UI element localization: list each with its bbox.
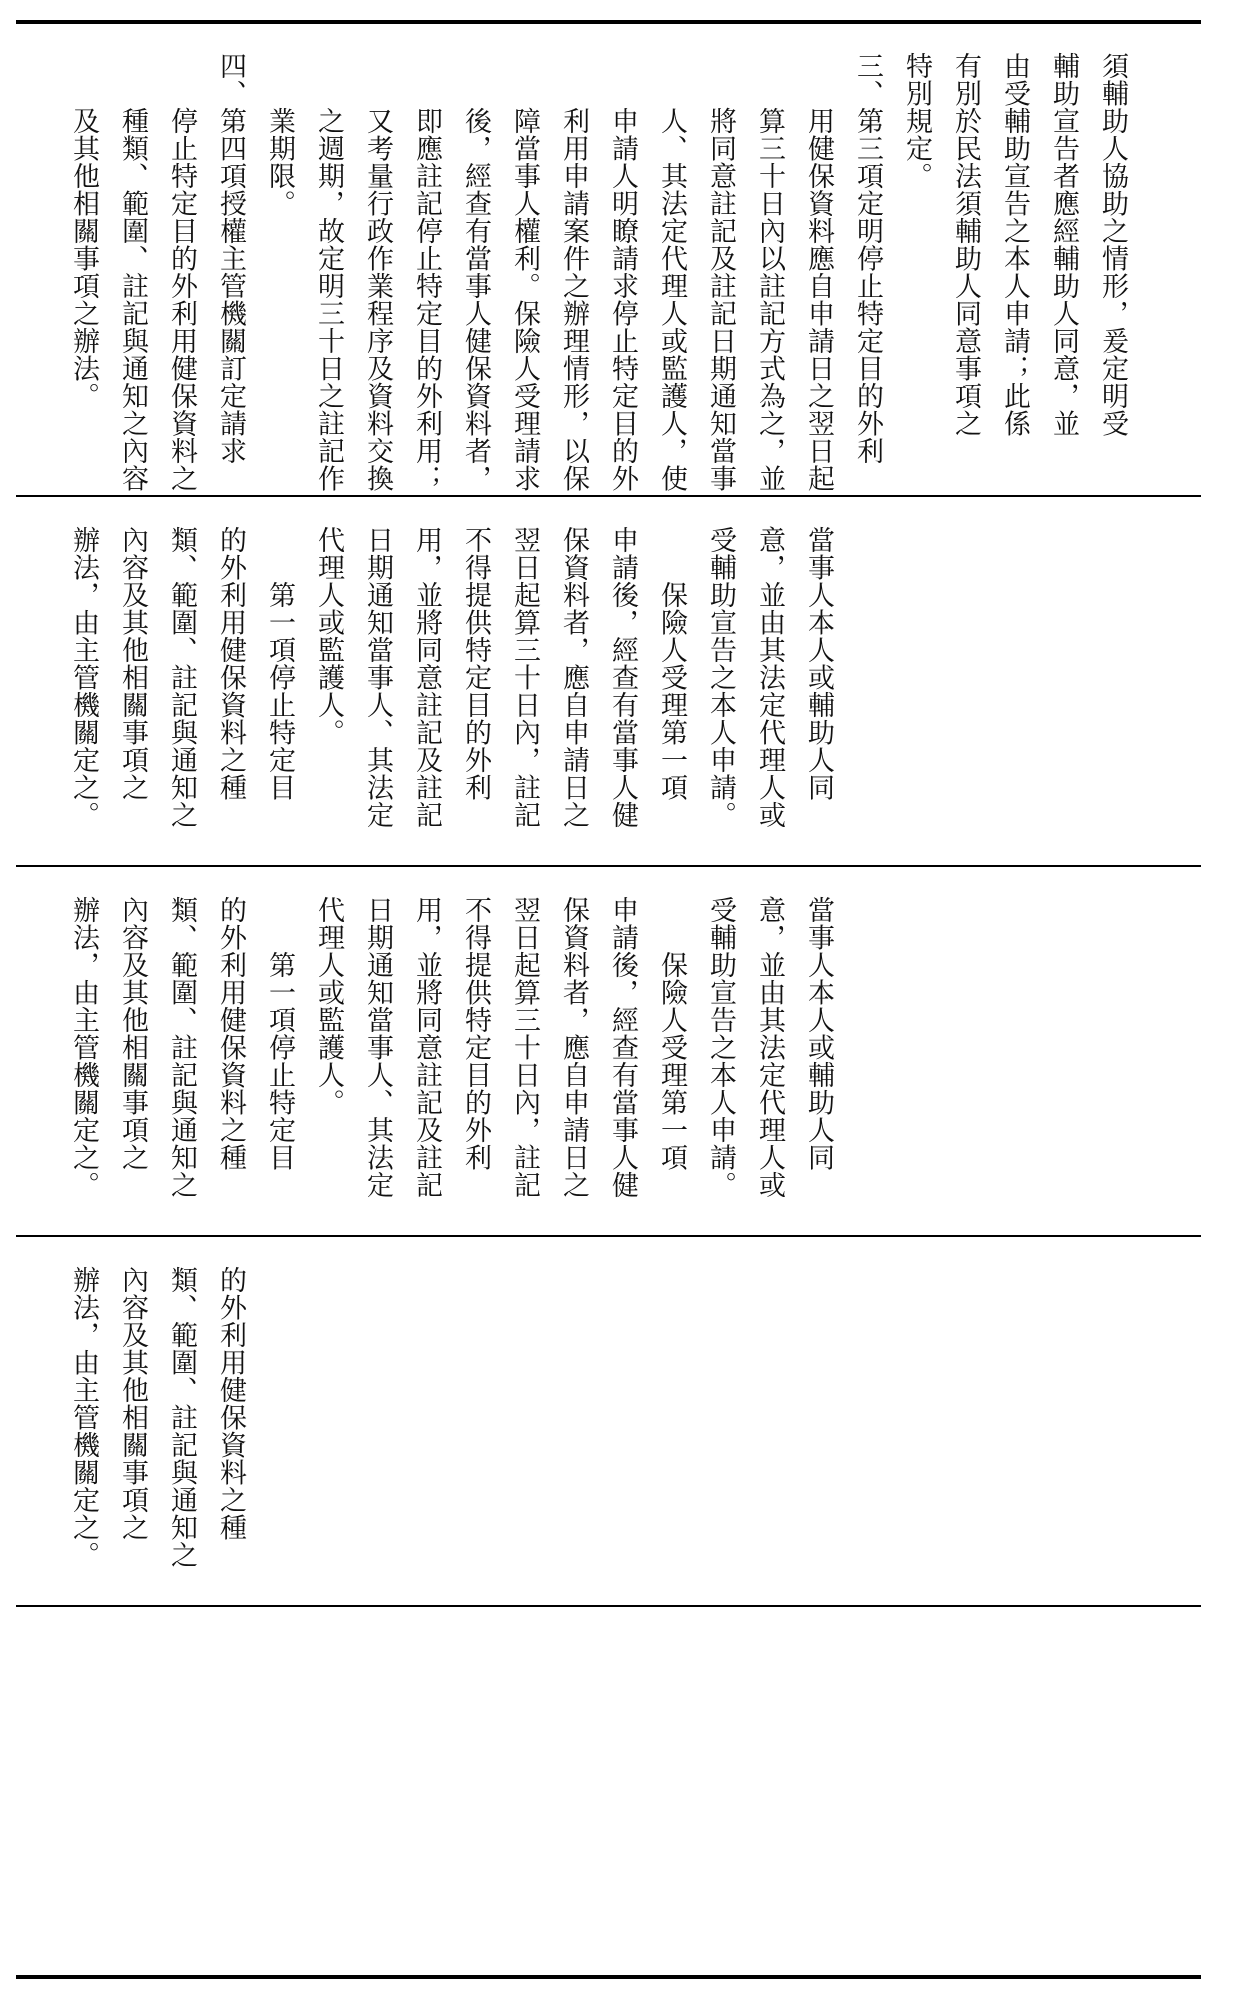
- text-line: 之週期，故定明三十日之註記作: [313, 52, 344, 492]
- text-line: 保資料者，應自申請日之: [558, 896, 589, 1199]
- text-line: 算三十日內以註記方式為之，並: [754, 52, 785, 492]
- text-line: 第一項停止特定目: [264, 526, 295, 801]
- text-line: 由受輔助宣告之本人申請；此係: [999, 52, 1030, 437]
- text-line: 辦法，由主管機關定之。: [68, 896, 99, 1199]
- text-line: 申請人明瞭請求停止特定目的外: [607, 52, 638, 492]
- text-line: 的外利用健保資料之種: [215, 1266, 246, 1541]
- explanation-text: [59, 24, 1137, 494]
- text-line: 利用申請案件之辦理情形，以保: [558, 52, 589, 492]
- text-line: 輔助宣告者應經輔助人同意，並: [1048, 52, 1079, 437]
- text-line: 後，經查有當事人健保資料者，: [460, 52, 491, 492]
- text-line: 保險人受理第一項: [656, 526, 687, 801]
- draft-article-text: [59, 1238, 255, 1603]
- text-line: 類、範圍、註記與通知之: [166, 526, 197, 829]
- text-line: 障當事人權利。保險人受理請求: [509, 52, 540, 492]
- text-line: 內容及其他相關事項之: [117, 1266, 148, 1541]
- text-line: 當事人本人或輔助人同: [803, 896, 834, 1171]
- text-line: 受輔助宣告之本人申請。: [705, 526, 736, 829]
- text-line: 辦法，由主管機關定之。: [68, 1266, 99, 1569]
- text-line: 保資料者，應自申請日之: [558, 526, 589, 829]
- text-line: 業期限。: [264, 52, 295, 217]
- text-line: 申請後，經查有當事人健: [607, 896, 638, 1199]
- row-divider-1: [16, 495, 1201, 497]
- text-line: 不得提供特定目的外利: [460, 526, 491, 801]
- text-line: 日期通知當事人、其法定: [362, 526, 393, 829]
- amended-article-text: [59, 868, 843, 1233]
- text-line: 有別於民法須輔助人同意事項之: [950, 52, 981, 437]
- amended-article-cell: [59, 868, 1199, 1233]
- text-line: 須輔助人協助之情形，爰定明受: [1097, 52, 1128, 437]
- text-line: 意，並由其法定代理人或: [754, 896, 785, 1199]
- explanation-cell: [59, 24, 1199, 494]
- text-line: 翌日起算三十日內，註記: [509, 526, 540, 829]
- text-line: 不得提供特定目的外利: [460, 896, 491, 1171]
- text-line: 意，並由其法定代理人或: [754, 526, 785, 829]
- text-line: 人、其法定代理人或監護人，使: [656, 52, 687, 492]
- text-line: 用健保資料應自申請日之翌日起: [803, 52, 834, 492]
- text-line: 的外利用健保資料之種: [215, 526, 246, 801]
- text-line: 停止特定目的外利用健保資料之: [166, 52, 197, 492]
- text-line: 申請後，經查有當事人健: [607, 526, 638, 829]
- row-divider-2: [16, 865, 1201, 867]
- text-line: 辦法，由主管機關定之。: [68, 526, 99, 829]
- text-line: 又考量行政作業程序及資料交換: [362, 52, 393, 492]
- text-line: 用，並將同意註記及註記: [411, 896, 442, 1199]
- current-article-text: [59, 498, 843, 863]
- text-line: 代理人或監護人。: [313, 896, 344, 1116]
- text-line: 翌日起算三十日內，註記: [509, 896, 540, 1199]
- text-line: 類、範圍、註記與通知之: [166, 896, 197, 1199]
- row-divider-3: [16, 1235, 1201, 1237]
- text-line: 及其他相關事項之辦法。: [68, 52, 99, 410]
- text-line: 即應註記停止特定目的外利用；: [411, 52, 442, 492]
- text-line: 將同意註記及註記日期通知當事: [705, 52, 736, 492]
- text-line: 三、第三項定明停止特定目的外利: [852, 52, 883, 465]
- text-line: 內容及其他相關事項之: [117, 896, 148, 1171]
- text-line: 受輔助宣告之本人申請。: [705, 896, 736, 1199]
- text-line: 用，並將同意註記及註記: [411, 526, 442, 829]
- text-line: 特別規定。: [901, 52, 932, 190]
- current-article-cell: [59, 498, 1199, 863]
- text-line: 種類、範圍、註記與通知之內容: [117, 52, 148, 492]
- text-line: 內容及其他相關事項之: [117, 526, 148, 801]
- text-line: 第一項停止特定目: [264, 896, 295, 1171]
- text-line: 保險人受理第一項: [656, 896, 687, 1171]
- text-line: 類、範圍、註記與通知之: [166, 1266, 197, 1569]
- text-line: 的外利用健保資料之種: [215, 896, 246, 1171]
- text-line: 日期通知當事人、其法定: [362, 896, 393, 1199]
- text-line: 四、第四項授權主管機關訂定請求: [215, 52, 246, 465]
- text-line: 當事人本人或輔助人同: [803, 526, 834, 801]
- text-line: 代理人或監護人。: [313, 526, 344, 746]
- bottom-rule: [16, 1975, 1201, 1979]
- draft-article-cell: [59, 1238, 1199, 1603]
- row-divider-4: [16, 1605, 1201, 1607]
